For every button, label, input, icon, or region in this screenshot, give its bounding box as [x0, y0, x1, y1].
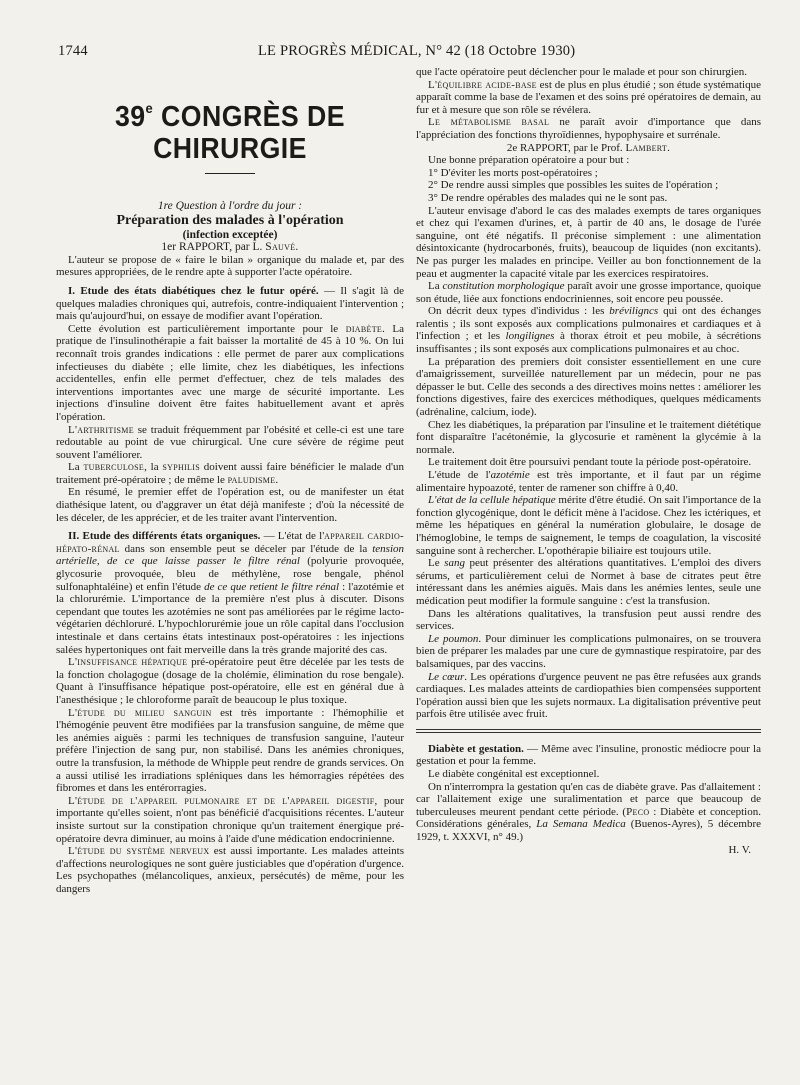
running-header — [58, 40, 758, 62]
paragraph: Une bonne préparation opératoire a pour but : — [428, 154, 630, 167]
section-1: I. Etude des états diabétiques chez le futur opéré. — Il s'agit là de quelques maladies chroniques qui, autrefois, contre-indiquaient l'intervention ; mais qu'aujourd'hui, on essaye de modifier avant l'opération. — [56, 284, 404, 323]
journal-title: LE PROGRÈS MÉDICAL, N° 42 (18 Octobre 1930) — [258, 43, 576, 59]
paragraph: Dans les altérations qualitatives, la transfusion peut aussi rendre des services. — [416, 607, 761, 633]
paragraph: L'insuffisance hépatique pré-opératoire peut être décelée par les tests de la fonction cholagogue (dosage de la cholémie, élimination du rose bengale). Quant à l'insuffisance hépatique post-opératoire, elle est en général due à l'anesthésique ; le chloroforme paraît de beaucoup le plus toxique. — [56, 656, 404, 706]
paragraph: On décrit deux types d'individus : les bréviligncs qui ont des échanges ralentis ; ils sont exposés aux complications pulmonaires et cardiaques et à l'infection ; et les longilignes à thorax étroit et peu mobile, à sécrétions insuffisantes ; ils sont exposés aux complications pulmonaires et au choc. — [416, 305, 761, 356]
section-2: II. Etude des différents états organiques. — L'état de l'appareil cardio-hépato-rénal dans son ensemble peut se déceler par l'étude de la tension artérielle, de ce que laisse passer le filtre rénal (polyurie provoquée, glycosurie provoquée, bleu de méthylène, rose bengale, phénol sulfonaphtaléine) et enfin l'étude de ce que retient le filtre rénal : l'azotémie et la chlorurémie. L'importance de la première n'est plus à discuter. Disons cependant que toutes les azotémies ne sont pas améliorées par le régime lacto-végétarien déchloruré. L'hypochlorurémie joue un rôle capital dans l'occlusion intestinale et dans certains états intestinaux post-opératoires : les injections salées hypertoniques ont fait merveille dans la très grande majorité des cas. — [56, 530, 404, 656]
paragraph: L'étude de l'appareil pulmonaire et de l'appareil digestif, pour importante qu'elles soient, n'ont pas bénéficié d'acquisitions récentes. L'auteur insiste surtout sur la constipation chronique qu'un traitement énergique pré-opératoire devra diminuer, au moins à l'aide d'une médication endocrinienne. — [56, 794, 404, 845]
list-item: 2° De rendre aussi simples que possibles les suites de l'opération ; — [428, 179, 719, 192]
paragraph: Le diabète congénital est exceptionnel. — [428, 768, 600, 781]
signature: H. V. — [728, 843, 751, 856]
section-divider — [416, 729, 761, 733]
paragraph: La constitution morphologique paraît avoir une grosse importance, quoique son étude, liée aux fonctions endocriniennes, soit encore peu poussée. — [416, 280, 761, 305]
paragraph: La tuberculose, la syphilis doivent aussi faire bénéficier le malade d'un traitement pré-opératoire ; de même le paludisme. — [56, 461, 404, 486]
article-subtitle: (infection exceptée) — [182, 228, 278, 241]
paragraph: Le métabolisme basal ne paraît avoir d'importance que dans l'appréciation des fonctions thyroïdiennes, hypophysaire et surrénale. — [416, 116, 761, 141]
paragraph: L'arthritisme se traduit fréquemment par l'obésité et celle-ci est une tare redoutable au point de vue chirurgical. Une cure sévère de régime peut souvent l'améliorer. — [56, 423, 404, 461]
paragraph: Chez les diabétiques, la préparation par l'insuline et le traitement diététique font disparaître l'acétonémie, la glycosurie et ramènent la glycémie à la normale. — [416, 418, 761, 456]
paragraph: Le traitement doit être poursuivi pendant toute la période post-opératoire. — [428, 456, 752, 469]
paragraph: L'étude du système nerveux est aussi importante. Les malades atteints d'affections neurologiques ne sont guère justiciables que d'opération d'urgence. Les psychopathes (mélancoliques, anxieux, persécutés) de même, pour les dangers — [56, 845, 404, 895]
list-item: 3° De rendre opérables des malades qui ne le sont pas. — [428, 191, 668, 204]
paragraph: En résumé, le premier effet de l'opération est, ou de manifester un état diathésique latent, ou d'aggraver un état déjà manifeste ; d'où la nécessité de les déceler, de les apprécier, et de les traiter avant l'intervention. — [56, 486, 404, 524]
rapport-2-byline: 2e RAPPORT, par le Prof. Lambert. — [506, 141, 671, 154]
paragraph: L'auteur se propose de « faire le bilan » organique du malade et, par des mesures appropriées, de le rendre apte à supporter l'acte opératoire. — [56, 253, 404, 279]
question-line: 1re Question à l'ordre du jour : — [157, 200, 303, 212]
rapport-1-byline: 1er RAPPORT, par L. Sauvé. — [161, 241, 299, 254]
list-item: 1° D'éviter les morts post-opératoires ; — [428, 166, 598, 179]
paragraph: Cette évolution est particulièrement importante pour le diabète. La pratique de l'insulinothérapie a fait baisser la mortalité de 45 à 10 %. On lui reconnaît trois grandes indications : elle permet de parer aux complications infectieuses du diabète ; elle limite, chez les diabétiques, les infections accidentelles, enfin elle permet d'effectuer, chez de tels malades des interventions importantes avec une marge de sécurité importante. Les injections d'insuline doivent être faites habituellement avant et après l'opération. — [56, 322, 404, 423]
paragraph: Le poumon. Pour diminuer les complications pulmonaires, on se trouvera bien de préparer les malades par une cure de gymnastique respiratoire, par des balsamiques, par des vaccins. — [416, 632, 761, 670]
paragraph: L'étude du milieu sanguin est très importante : l'hémophilie et l'hémogénie peuvent être modifiées par la transfusion sanguine, de même que les anémies aiguës : parmi les techniques de transfusion sanguine, l'auteur préfère l'injection de sang pur, non stabilisé. Dans les anémies chroniques, outre la transfusion, la méthode de Whipple peut rendre de grands services. On a aussi utilisé les irradiations spléniques dans les hémorragies répétées des fibromes et dans les entérorragies. — [56, 706, 404, 795]
diabete-article: Diabète et gestation. — Même avec l'insuline, pronostic médiocre pour la gestation et pour la femme. — [416, 742, 761, 768]
paragraph: Le sang peut présenter des altérations quantitatives. L'emploi des divers sérums, et particulièrement celui de Normet à base de citrates peut être intéressant dans les anémies aiguës. Mais dans les anémies lentes, seule une médication peut modifier la formule sanguine : c'est la transfusion. — [416, 557, 761, 607]
page-number: 1744 — [58, 43, 88, 59]
congress-heading: 39e CONGRÈS DE CHIRURGIE — [114, 100, 346, 165]
article-title: Préparation des malades à l'opération — [116, 212, 344, 228]
paragraph: que l'acte opératoire peut déclencher pour le malade et pour son chirurgien. — [416, 66, 748, 78]
left-column — [56, 66, 404, 895]
paragraph: On n'interrompra la gestation qu'en cas de diabète grave. Pas d'allaitement : car l'allaitement exige une suralimentation et parce que beaucoup de tuberculeuses meurent pendant cette période. (Peco : Diabète et conception. Considérations générales, La Semana Medica (Buenos-Ayres), 5 décembre 1929, t. XXXVI, n° 49.) — [416, 780, 761, 844]
paragraph: L'équilibre acide-base est de plus en plus étudié ; son étude systématique apparaît comme la base de l'examen et des soins pré opératoires de demain, au fur et à mesure que son rôle se révélera. — [416, 78, 761, 116]
heading-rule — [205, 173, 255, 174]
right-column — [416, 66, 761, 856]
paragraph: Le cœur. Les opérations d'urgence peuvent ne pas être refusées aux grands cardiaques. Les malades atteints de cardiopathies bien compensées supportent l'opération aussi bien que les sujets normaux. La digitalisation préventive peut parfois être utilisée avec fruit. — [416, 670, 762, 721]
paragraph: L'état de la cellule hépatique mérite d'être étudié. On sait l'importance de la fonction glycogénique, dont le déficit mène à l'acidose. Chez les ictériques, et même les hépatiques en général la numération globulaire, le dosage de l'hémoglobine, le temps de saignement, le temps de coagulation, la viscosité sanguine sont à rechercher. L'opothérapie biliaire est toujours utile. — [416, 494, 761, 557]
paragraph: La préparation des premiers doit consister essentiellement en une cure d'amaigrissement, surveillée naturellement par un médecin, pour ne pas dépasser le but. Celle des seconds a des directives moins nettes : améliorer les fonctions digestives, faire des exercices méthodiques, quelques médicaments (adrénaline, calcium, iode). — [416, 355, 761, 419]
paragraph: L'étude de l'azotémie est très importante, et il faut par un régime alimentaire hypoazoté, tenter de ramener son chiffre à 0,40. — [416, 469, 761, 494]
paragraph: L'auteur envisage d'abord le cas des malades exempts de tares organiques et chez qui l'examen d'urines, et, à partir de 40 ans, le dosage de l'urée sanguine, ont été négatifs. Il préconise simplement : une alimentation désintoxicante (hydrocarbonés, fruits), beaucoup de liquides (non excitants). Ne pas purger les malades en principe. Veiller au bon fonctionnement de la peau et augmenter la capacité vitale par les exercices respiratoires. — [416, 204, 761, 280]
